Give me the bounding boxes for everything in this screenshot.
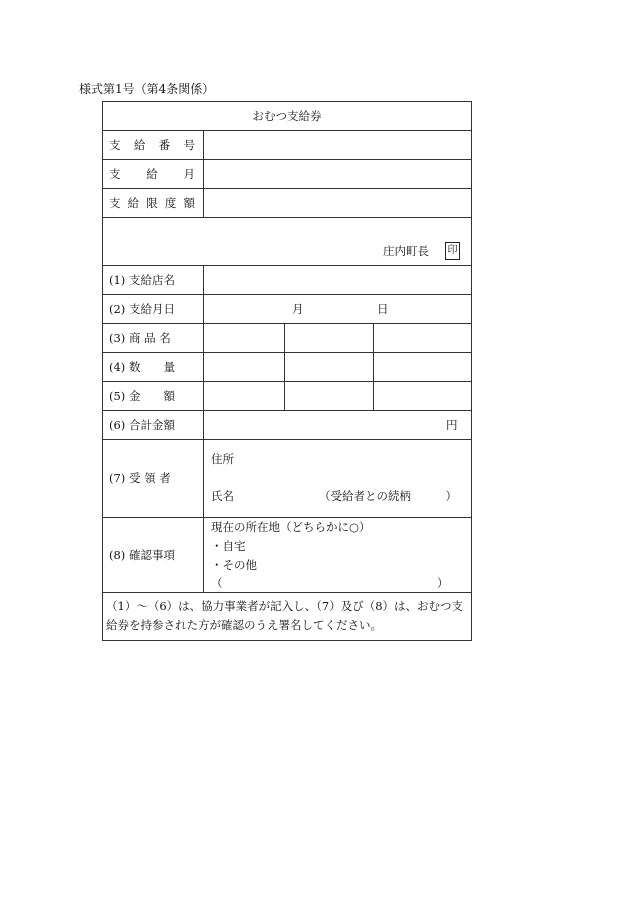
column-divider <box>284 323 285 410</box>
row-divider <box>103 517 471 518</box>
form-number-label: 様式第1号（第4条関係） <box>79 82 215 96</box>
row-divider <box>103 381 471 382</box>
label-confirmation: (8) 確認事項 <box>109 548 175 562</box>
column-divider <box>203 130 204 217</box>
day-unit: 日 <box>377 302 389 316</box>
label-supply-limit: 支 給 限 度 額 <box>109 196 195 210</box>
seal-box: 印 <box>445 242 460 260</box>
issuer-name: 庄内町長 <box>383 244 429 258</box>
label-shop-name: (1) 支給店名 <box>109 273 175 287</box>
column-divider <box>373 323 374 410</box>
other-paren-open: （ <box>211 576 223 590</box>
label-total-amount: (6) 合計金額 <box>109 418 175 432</box>
label-product-name: (3) 商 品 名 <box>109 331 171 345</box>
column-divider <box>203 265 204 592</box>
voucher-title: おむつ支給券 <box>252 109 322 123</box>
row-divider <box>103 410 471 411</box>
other-paren-close: ） <box>437 576 449 590</box>
name-label: 氏名 <box>211 489 234 503</box>
label-receiver: (7) 受 領 者 <box>109 471 171 485</box>
label-supply-date: (2) 支給月日 <box>109 302 175 316</box>
location-heading: 現在の所在地（どちらかに○） <box>211 520 371 534</box>
option-other: ・その他 <box>211 558 257 572</box>
instruction-note: （1）～（6）は、協力事業者が記入し、（7）及び（8）は、おむつ支給券を持参された方が確認のうえ署名してください。 <box>106 599 464 632</box>
row-divider <box>103 130 471 131</box>
label-amount: (5) 金 額 <box>109 389 175 403</box>
row-divider <box>103 323 471 324</box>
row-divider <box>103 439 471 440</box>
label-supply-month: 支 給 月 <box>109 167 195 181</box>
voucher-form <box>102 101 472 641</box>
month-unit: 月 <box>292 302 304 316</box>
row-divider <box>103 188 471 189</box>
row-divider <box>103 265 471 266</box>
option-home: ・自宅 <box>211 539 246 553</box>
row-divider <box>103 294 471 295</box>
label-quantity: (4) 数 量 <box>109 360 175 374</box>
yen-unit: 円 <box>446 418 458 432</box>
row-divider <box>103 217 471 218</box>
address-label: 住所 <box>211 452 234 466</box>
label-voucher-number: 支 給 番 号 <box>109 138 195 152</box>
row-divider <box>103 592 471 593</box>
row-divider <box>103 352 471 353</box>
row-divider <box>103 159 471 160</box>
relationship-label: （受給者との続柄 ） <box>319 489 457 503</box>
